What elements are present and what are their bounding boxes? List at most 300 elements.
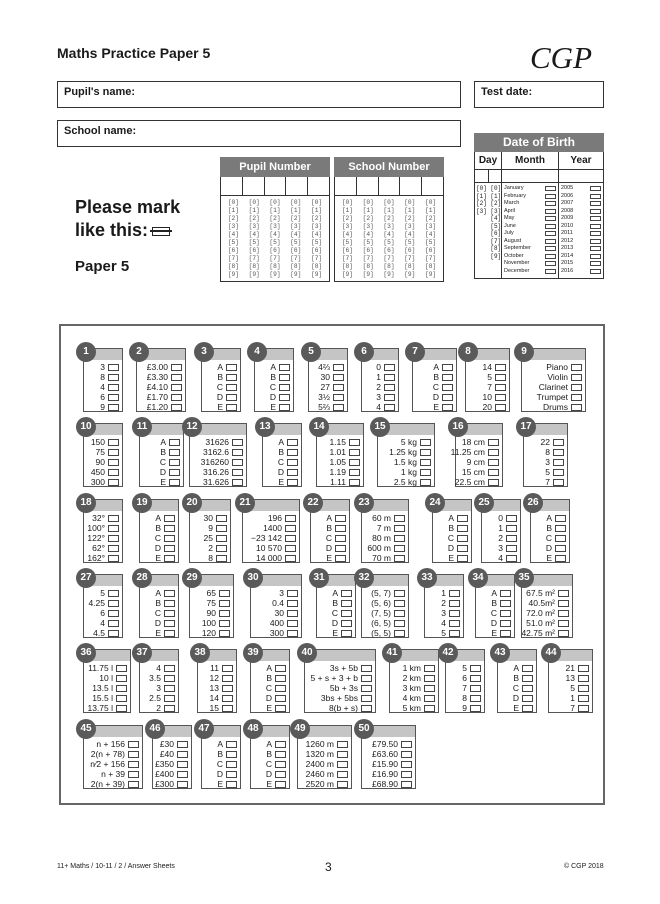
digit-bubble[interactable]: [2] [269,215,281,222]
answer-checkbox[interactable] [457,555,468,562]
digit-bubble[interactable]: [0] [341,199,353,206]
answer-option[interactable] [476,628,511,638]
answer-checkbox[interactable] [108,535,119,542]
answer-option[interactable] [137,372,182,382]
answer-checkbox[interactable] [164,705,175,712]
answer-option[interactable] [298,749,348,759]
digit-bubble[interactable]: [7] [362,255,374,262]
digit-bubble[interactable]: [8] [269,263,281,270]
answer-option[interactable] [137,382,182,392]
dob-month-option[interactable] [504,200,556,208]
answer-checkbox[interactable] [590,201,601,206]
answer-checkbox[interactable] [341,600,352,607]
answer-option[interactable] [522,608,569,618]
answer-option[interactable] [549,703,589,713]
digit-bubble[interactable]: [1] [362,207,374,214]
dob-month-option[interactable] [504,245,556,253]
digit-bubble[interactable]: [2] [425,215,437,222]
dob-month-option[interactable] [504,268,556,276]
digit-bubble[interactable]: [9] [383,271,395,278]
answer-checkbox[interactable] [470,665,481,672]
digit-bubble[interactable]: [0] [269,199,281,206]
pupil-number-digit-box[interactable] [308,177,329,195]
answer-option[interactable] [202,779,237,789]
answer-option[interactable] [202,362,237,372]
answer-option[interactable] [84,533,119,543]
digit-bubble[interactable]: [7] [311,255,323,262]
answer-option[interactable] [202,372,237,382]
answer-option[interactable] [84,402,119,412]
answer-option[interactable] [362,382,395,392]
answer-checkbox[interactable] [361,695,372,702]
answer-checkbox[interactable] [333,404,344,411]
digit-bubble[interactable]: [2] [290,215,302,222]
answer-checkbox[interactable] [108,459,119,466]
answer-option[interactable] [251,628,298,638]
answer-checkbox[interactable] [333,384,344,391]
answer-option[interactable] [524,467,564,477]
answer-option[interactable] [84,523,119,533]
answer-checkbox[interactable] [522,685,533,692]
answer-checkbox[interactable] [164,515,175,522]
answer-checkbox[interactable] [335,515,346,522]
answer-option[interactable] [362,618,405,628]
answer-option[interactable] [476,618,511,628]
digit-bubble[interactable]: [6] [383,247,395,254]
answer-checkbox[interactable] [279,374,290,381]
answer-option[interactable] [84,392,119,402]
answer-option[interactable] [498,703,533,713]
answer-option[interactable] [140,437,180,447]
answer-checkbox[interactable] [553,449,564,456]
answer-option[interactable] [255,372,290,382]
answer-option[interactable] [362,362,395,372]
answer-option[interactable] [84,467,119,477]
answer-checkbox[interactable] [337,761,348,768]
answer-checkbox[interactable] [590,246,601,251]
answer-option[interactable] [446,663,481,673]
digit-bubble[interactable]: [6] [227,247,239,254]
answer-option[interactable] [263,467,298,477]
answer-option[interactable] [433,553,468,563]
answer-option[interactable] [140,513,175,523]
digit-bubble[interactable]: [5] [362,239,374,246]
answer-option[interactable] [362,553,405,563]
answer-checkbox[interactable] [108,620,119,627]
dob-year-option[interactable] [561,268,601,276]
answer-checkbox[interactable] [222,695,233,702]
answer-checkbox[interactable] [222,705,233,712]
answer-checkbox[interactable] [108,364,119,371]
answer-option[interactable] [140,618,175,628]
answer-checkbox[interactable] [128,741,139,748]
answer-option[interactable] [84,553,119,563]
answer-option[interactable] [450,447,499,457]
answer-option[interactable] [298,739,348,749]
answer-option[interactable] [531,533,566,543]
digit-bubble[interactable]: [5] [383,239,395,246]
answer-checkbox[interactable] [216,515,227,522]
answer-option[interactable] [466,372,506,382]
answer-option[interactable] [317,608,352,618]
answer-checkbox[interactable] [555,545,566,552]
dob-day-digit-row[interactable]: [7] [476,237,502,245]
answer-option[interactable] [305,683,372,693]
answer-checkbox[interactable] [108,590,119,597]
dob-month-option[interactable] [504,208,556,216]
answer-option[interactable] [362,628,405,638]
answer-option[interactable] [311,553,346,563]
dob-day-digit-row[interactable]: [8] [476,245,502,252]
answer-checkbox[interactable] [275,685,286,692]
answer-checkbox[interactable] [578,695,589,702]
answer-checkbox[interactable] [590,254,601,259]
answer-checkbox[interactable] [177,761,188,768]
answer-option[interactable] [84,588,119,598]
answer-checkbox[interactable] [108,600,119,607]
answer-checkbox[interactable] [442,394,453,401]
answer-option[interactable] [190,467,243,477]
answer-checkbox[interactable] [470,695,481,702]
dob-month-option[interactable] [504,260,556,268]
answer-option[interactable] [378,437,431,447]
answer-checkbox[interactable] [401,771,412,778]
answer-option[interactable] [317,467,360,477]
answer-checkbox[interactable] [128,761,139,768]
answer-checkbox[interactable] [108,394,119,401]
digit-bubble[interactable]: [1] [227,207,239,214]
answer-option[interactable] [140,553,175,563]
answer-checkbox[interactable] [578,675,589,682]
answer-option[interactable] [362,513,405,523]
answer-option[interactable] [549,673,589,683]
answer-checkbox[interactable] [287,590,298,597]
digit-bubble[interactable]: [9] [404,271,416,278]
answer-checkbox[interactable] [219,590,230,597]
answer-option[interactable] [243,553,296,563]
answer-option[interactable] [84,437,119,447]
digit-bubble[interactable]: [8] [425,263,437,270]
answer-checkbox[interactable] [164,665,175,672]
digit-bubble[interactable]: [4] [404,231,416,238]
answer-checkbox[interactable] [442,364,453,371]
digit-bubble[interactable]: [0] [248,199,260,206]
answer-checkbox[interactable] [394,545,405,552]
answer-checkbox[interactable] [384,364,395,371]
answer-checkbox[interactable] [558,600,569,607]
dob-month-option[interactable] [504,185,556,193]
digit-bubble[interactable]: [5] [425,239,437,246]
pupil-number-digit-box[interactable] [221,177,243,195]
answer-option[interactable] [84,362,119,372]
answer-option[interactable] [305,703,372,713]
answer-checkbox[interactable] [555,535,566,542]
digit-bubble[interactable]: [6] [362,247,374,254]
answer-checkbox[interactable] [401,751,412,758]
answer-option[interactable] [522,618,569,628]
answer-checkbox[interactable] [488,459,499,466]
answer-option[interactable] [140,467,180,477]
digit-bubble[interactable]: [4] [269,231,281,238]
answer-option[interactable] [522,362,582,372]
answer-option[interactable] [476,608,511,618]
answer-checkbox[interactable] [341,610,352,617]
digit-bubble[interactable]: [7] [269,255,281,262]
answer-checkbox[interactable] [420,439,431,446]
answer-checkbox[interactable] [590,231,601,236]
answer-option[interactable] [190,477,243,487]
digit-bubble[interactable]: [4] [425,231,437,238]
dob-year-option[interactable] [561,230,601,238]
digit-bubble[interactable]: [3] [248,223,260,230]
answer-checkbox[interactable] [449,610,460,617]
answer-checkbox[interactable] [558,630,569,637]
answer-checkbox[interactable] [449,600,460,607]
answer-checkbox[interactable] [108,610,119,617]
digit-bubble[interactable]: [6] [290,247,302,254]
answer-checkbox[interactable] [394,610,405,617]
answer-checkbox[interactable] [361,665,372,672]
answer-checkbox[interactable] [495,394,506,401]
digit-bubble[interactable]: [0] [362,199,374,206]
digit-bubble[interactable]: [4] [227,231,239,238]
answer-checkbox[interactable] [219,610,230,617]
digit-bubble[interactable]: [5] [311,239,323,246]
answer-checkbox[interactable] [116,665,127,672]
answer-option[interactable] [362,739,412,749]
answer-option[interactable] [84,769,139,779]
answer-option[interactable] [390,703,435,713]
digit-bubble[interactable]: [6] [248,247,260,254]
answer-checkbox[interactable] [287,600,298,607]
answer-checkbox[interactable] [394,620,405,627]
answer-checkbox[interactable] [287,449,298,456]
answer-checkbox[interactable] [571,384,582,391]
answer-option[interactable] [362,523,405,533]
answer-checkbox[interactable] [590,239,601,244]
digit-bubble[interactable]: [7] [383,255,395,262]
answer-option[interactable] [243,533,296,543]
answer-option[interactable] [251,683,286,693]
answer-checkbox[interactable] [108,404,119,411]
answer-checkbox[interactable] [442,404,453,411]
answer-checkbox[interactable] [287,459,298,466]
answer-checkbox[interactable] [287,620,298,627]
answer-checkbox[interactable] [553,469,564,476]
digit-bubble[interactable]: [3] [227,223,239,230]
answer-checkbox[interactable] [279,364,290,371]
digit-bubble[interactable]: [0] [311,199,323,206]
answer-option[interactable] [317,598,352,608]
answer-option[interactable] [476,588,511,598]
school-number-digit-box[interactable] [422,177,443,195]
answer-option[interactable] [140,628,175,638]
answer-checkbox[interactable] [232,449,243,456]
answer-option[interactable] [84,779,139,789]
answer-option[interactable] [298,759,348,769]
answer-option[interactable] [311,543,346,553]
answer-option[interactable] [153,769,188,779]
answer-checkbox[interactable] [108,449,119,456]
answer-checkbox[interactable] [545,269,556,274]
dob-year-option[interactable] [561,245,601,253]
answer-option[interactable] [140,683,175,693]
answer-option[interactable] [362,402,395,412]
answer-checkbox[interactable] [108,374,119,381]
answer-checkbox[interactable] [401,761,412,768]
answer-option[interactable] [255,382,290,392]
digit-bubble[interactable]: [9] [227,271,239,278]
answer-checkbox[interactable] [275,675,286,682]
answer-option[interactable] [137,402,182,412]
answer-checkbox[interactable] [349,449,360,456]
answer-option[interactable] [84,739,139,749]
answer-option[interactable] [243,523,296,533]
answer-checkbox[interactable] [128,781,139,788]
answer-option[interactable] [362,372,395,382]
answer-checkbox[interactable] [226,781,237,788]
answer-option[interactable] [362,588,405,598]
answer-option[interactable] [522,598,569,608]
answer-checkbox[interactable] [361,685,372,692]
answer-checkbox[interactable] [449,590,460,597]
answer-option[interactable] [362,392,395,402]
digit-bubble[interactable]: [9] [362,271,374,278]
answer-option[interactable] [251,703,286,713]
answer-checkbox[interactable] [108,555,119,562]
answer-checkbox[interactable] [226,384,237,391]
answer-checkbox[interactable] [545,239,556,244]
answer-option[interactable] [202,382,237,392]
answer-option[interactable] [140,457,180,467]
answer-checkbox[interactable] [177,781,188,788]
answer-option[interactable] [522,628,569,638]
answer-checkbox[interactable] [553,459,564,466]
digit-bubble[interactable]: [9] [290,271,302,278]
answer-checkbox[interactable] [394,525,405,532]
answer-option[interactable] [198,673,233,683]
answer-checkbox[interactable] [349,439,360,446]
answer-checkbox[interactable] [424,675,435,682]
pupil-name-field[interactable] [57,81,461,108]
answer-checkbox[interactable] [545,254,556,259]
answer-option[interactable] [202,739,237,749]
answer-option[interactable] [251,598,298,608]
answer-option[interactable] [84,628,119,638]
answer-option[interactable] [251,608,298,618]
answer-checkbox[interactable] [169,439,180,446]
answer-checkbox[interactable] [424,685,435,692]
answer-checkbox[interactable] [394,555,405,562]
dob-day-digit-row[interactable]: [1] [1] [476,192,502,200]
answer-option[interactable] [425,618,460,628]
answer-option[interactable] [202,392,237,402]
answer-option[interactable] [317,477,360,487]
digit-bubble[interactable]: [2] [227,215,239,222]
answer-option[interactable] [137,362,182,372]
answer-option[interactable] [317,457,360,467]
answer-option[interactable] [482,553,517,563]
answer-option[interactable] [84,673,127,683]
answer-checkbox[interactable] [335,535,346,542]
digit-bubble[interactable]: [6] [404,247,416,254]
answer-checkbox[interactable] [401,781,412,788]
answer-checkbox[interactable] [545,224,556,229]
answer-option[interactable] [190,533,227,543]
answer-checkbox[interactable] [164,620,175,627]
answer-checkbox[interactable] [590,269,601,274]
digit-bubble[interactable]: [8] [290,263,302,270]
answer-checkbox[interactable] [287,479,298,486]
answer-option[interactable] [202,769,237,779]
answer-checkbox[interactable] [522,705,533,712]
answer-option[interactable] [524,437,564,447]
dob-day-box[interactable] [475,170,489,182]
answer-option[interactable] [263,477,298,487]
answer-checkbox[interactable] [108,384,119,391]
answer-option[interactable] [362,543,405,553]
answer-checkbox[interactable] [424,695,435,702]
answer-checkbox[interactable] [506,535,517,542]
answer-option[interactable] [190,588,230,598]
answer-checkbox[interactable] [394,600,405,607]
answer-option[interactable] [482,513,517,523]
answer-option[interactable] [362,608,405,618]
answer-checkbox[interactable] [384,394,395,401]
answer-checkbox[interactable] [226,741,237,748]
answer-checkbox[interactable] [164,525,175,532]
answer-checkbox[interactable] [222,665,233,672]
answer-option[interactable] [311,523,346,533]
answer-option[interactable] [251,749,286,759]
answer-checkbox[interactable] [361,705,372,712]
answer-option[interactable] [425,598,460,608]
answer-checkbox[interactable] [578,685,589,692]
answer-option[interactable] [198,663,233,673]
digit-bubble[interactable]: [7] [341,255,353,262]
answer-option[interactable] [140,447,180,457]
answer-checkbox[interactable] [500,610,511,617]
digit-bubble[interactable]: [9] [425,271,437,278]
answer-checkbox[interactable] [177,771,188,778]
answer-checkbox[interactable] [337,741,348,748]
digit-bubble[interactable]: [6] [425,247,437,254]
answer-checkbox[interactable] [285,515,296,522]
answer-option[interactable] [243,513,296,523]
answer-checkbox[interactable] [169,469,180,476]
answer-option[interactable] [531,523,566,533]
digit-bubble[interactable]: [4] [341,231,353,238]
answer-checkbox[interactable] [420,459,431,466]
answer-option[interactable] [522,402,582,412]
dob-month-box[interactable] [502,170,559,182]
answer-checkbox[interactable] [232,469,243,476]
answer-checkbox[interactable] [222,675,233,682]
answer-checkbox[interactable] [169,449,180,456]
digit-bubble[interactable]: [2] [248,215,260,222]
answer-option[interactable] [255,402,290,412]
answer-option[interactable] [311,513,346,523]
answer-checkbox[interactable] [545,186,556,191]
answer-checkbox[interactable] [275,695,286,702]
answer-checkbox[interactable] [349,469,360,476]
digit-bubble[interactable]: [0] [383,199,395,206]
answer-option[interactable] [456,477,499,487]
answer-option[interactable] [413,382,453,392]
test-date-field[interactable] [474,81,604,108]
answer-checkbox[interactable] [128,751,139,758]
answer-checkbox[interactable] [285,545,296,552]
